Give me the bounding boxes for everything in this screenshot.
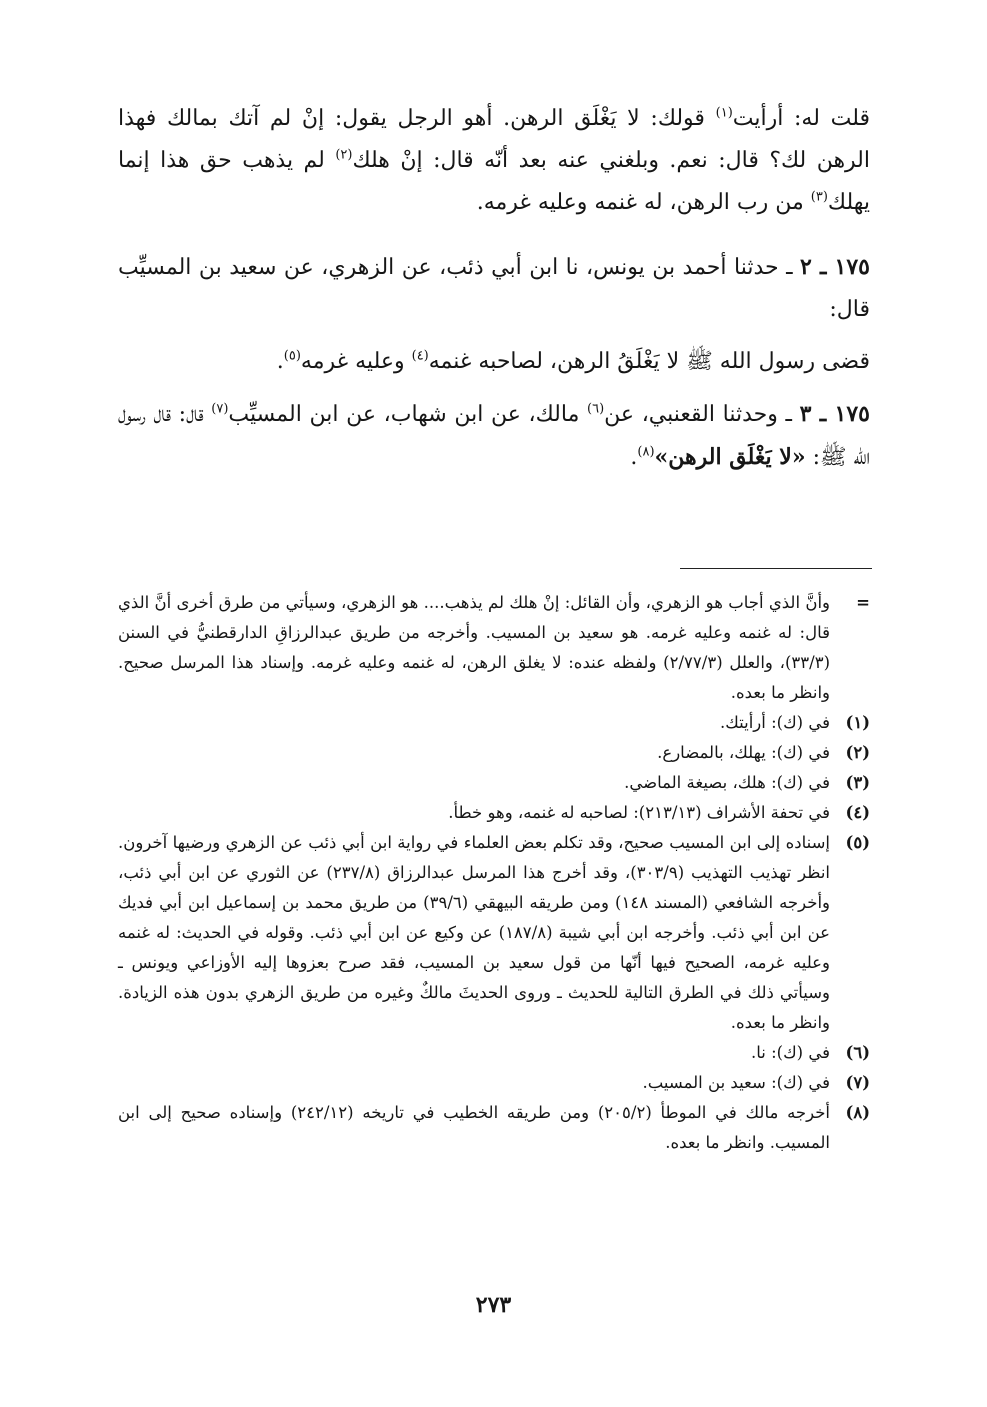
footnote-1 — [118, 708, 870, 738]
text-run: لم يذهب حق هذا إنما يهلك — [118, 148, 870, 215]
text-run: . — [276, 349, 284, 374]
paragraph-intro — [118, 98, 870, 224]
footnote-7 — [118, 1068, 870, 1098]
footnote-marker: (٤) — [845, 803, 870, 822]
footnote-5 — [118, 828, 870, 1038]
footnote-text: في تحفة الأشراف (٢١٣/١٣): لصاحبه له غنمه، وهو خطأ. — [448, 803, 830, 822]
footnote-ref-2[interactable]: (٢) — [335, 147, 353, 163]
footnote-8 — [118, 1098, 870, 1158]
footnote-text: في (ك): سعيد بن المسيب. — [642, 1073, 830, 1092]
text-run: ـ وحدثنا القعنبي، عن — [604, 402, 800, 427]
footnote-text: في (ك): هلك، بصيغة الماضي. — [624, 773, 830, 792]
footnote-ref-3[interactable]: (٣) — [810, 189, 828, 205]
hadith-175-3 — [118, 393, 870, 479]
footnote-marker: (٥) — [845, 833, 870, 852]
footnote-continuation — [118, 588, 870, 708]
footnote-text: في (ك): أرأيتك. — [719, 713, 830, 732]
text-run: قال: قال رسول الله ﷺ: — [118, 402, 870, 470]
footnote-marker: (٢) — [845, 743, 870, 762]
hadith-number: ١٧٥ ـ ٣ — [799, 401, 870, 427]
footnote-ref-7[interactable]: (٧) — [211, 401, 229, 417]
footnote-ref-5[interactable]: (٥) — [283, 348, 301, 364]
footnote-text: إسناده إلى ابن المسيب صحيح، وقد تكلم بعض العلماء في رواية ابن أبي ذئب عن الزهري ورضيها آخرون. انظر تهذيب التهذيب (٣٠٣/٩)، وقد أخرج هذا المرسل عبدالرزاق (٢٣٧/٨) عن الثوري عن ابن أبي ذئب، وأخرجه الشافعي (المسند ١٤٨) ومن طريقه البيهقي (٣٩/٦) من طريق محمد بن إسماعيل ابن أبي فديك عن ابن أبي ذئب. وأخرجه ابن أبي شيبة (١٨٧/٨) عن وكيع عن ابن أبي ذئب. وقوله في الحديث: له غنمه وعليه غرمه، الصحيح فيها أنّها من قول سعيد بن المسيب، فقد صرح بعزوها إليه الأوزاعي ويونس ـ وسيأتي ذلك في الطرق التالية للحديث ـ وروى الحديثَ مالكٌ وغيره من طريق الزهري بدون هذه الزيادة. وانظر ما بعده. — [118, 833, 830, 1032]
footnote-text: في (ك): نا. — [750, 1043, 830, 1062]
main-text — [118, 98, 870, 479]
footnote-ref-8[interactable]: (٨) — [637, 444, 655, 460]
footnote-text: وأنَّ الذي أجاب هو الزهري، وأن القائل: إنْ هلك لم يذهب.... هو الزهري، وسيأتي من طرق أخرى أنَّ الذي قال: له غنمه وعليه غرمه. هو سعيد بن المسيب. وأخرجه من طريق عبدالرزاقِ الدارقطنيُّ في السنن (٣٣/٣)، والعلل (٢/٧٧/٣) ولفظه عنده: لا يغلق الرهن، له غنمه وعليه غرمه. وإسناد هذا المرسل صحيح. وانظر ما بعده. — [118, 593, 830, 702]
footnote-ref-4[interactable]: (٤) — [411, 348, 429, 364]
footnote-4 — [118, 798, 870, 828]
text-run: من رب الرهن، له غنمه وعليه غرمه. — [476, 190, 811, 215]
text-run: مالك، عن ابن شهاب، عن ابن المسيِّب — [228, 402, 588, 427]
prophetic-quote: «لا يَغْلَق الرهن» — [654, 444, 806, 470]
footnote-divider — [680, 568, 872, 569]
page-number: ٢٧٣ — [475, 1292, 512, 1318]
footnote-text: في (ك): يهلك، بالمضارع. — [657, 743, 830, 762]
hadith-175-2 — [118, 246, 870, 331]
hadith-175-2-matn — [118, 341, 870, 383]
text-run: وعليه غرمه — [300, 349, 412, 374]
footnote-marker: (٧) — [845, 1073, 870, 1092]
footnote-ref-6[interactable]: (٦) — [587, 401, 605, 417]
footnote-marker: (١) — [845, 713, 870, 732]
continuation-marker: = — [856, 593, 870, 612]
hadith-number: ١٧٥ ـ ٢ — [800, 254, 870, 280]
footnote-6 — [118, 1038, 870, 1068]
text-run: ـ حدثنا أحمد بن يونس، نا ابن أبي ذئب، عن الزهري، عن سعيد بن المسيِّب قال: — [118, 255, 870, 322]
footnote-marker: (٨) — [845, 1103, 870, 1122]
text-run: قولك: لا يَغْلَق الرهن. أهو الرجل يقول: إنْ لم آتك بمالك فهذا الرهن لك؟ قال: نعم. وبلغني عنه بعد أنّه قال: إنْ هلك — [118, 106, 870, 173]
footnote-2 — [118, 738, 870, 768]
footnote-ref-1[interactable]: (١) — [715, 105, 733, 121]
footnote-3 — [118, 768, 870, 798]
text-run: قضى رسول الله ﷺ لا يَغْلَقُ الرهن، لصاحبه غنمه — [428, 349, 870, 374]
text-run: . — [630, 445, 638, 470]
footnotes — [118, 588, 870, 1158]
footnote-marker: (٣) — [845, 773, 870, 792]
footnote-marker: (٦) — [845, 1043, 870, 1062]
footnote-text: أخرجه مالك في الموطأ (٢٠٥/٢) ومن طريقه الخطيب في تاريخه (٢٤٢/١٢) وإسناده صحيح إلى ابن المسيب. وانظر ما بعده. — [118, 1103, 831, 1152]
text-run: قلت له: أرأيت — [732, 106, 870, 131]
